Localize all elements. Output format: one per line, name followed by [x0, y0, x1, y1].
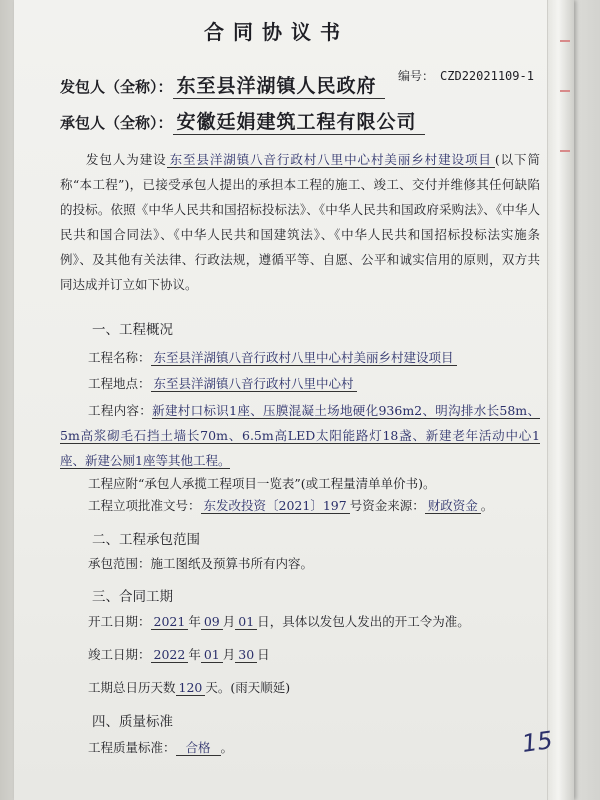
fund-end: 。	[480, 498, 494, 513]
quality-value: 合格	[176, 740, 221, 756]
year-char: 年	[188, 614, 201, 629]
section-2-heading: 二、工程承包范围	[92, 532, 200, 548]
total-days-value: 120	[176, 680, 206, 696]
year-char: 年	[188, 647, 201, 662]
scope-statement: 承包范围：施工图纸及预算书所有内容。	[88, 556, 314, 571]
total-days-row	[88, 678, 290, 696]
fund-source-label: 号资金来源：	[349, 498, 425, 513]
edge-mark	[560, 40, 570, 42]
approval-number: 东发改投资〔2021〕197	[201, 498, 350, 514]
quality-end: 。	[220, 740, 234, 755]
page-edge	[547, 0, 574, 800]
project-name-label: 工程名称：	[88, 350, 151, 365]
approval-label: 工程立项批准文号：	[88, 498, 201, 513]
comma: ，	[269, 614, 283, 629]
end-day: 30	[235, 647, 257, 663]
day-char: 日	[257, 647, 270, 662]
contract-number	[398, 68, 534, 84]
project-name-value: 东至县洋湖镇八音行政村八里中心村美丽乡村建设项目	[151, 350, 457, 366]
project-content-label: 工程内容：	[88, 403, 153, 418]
project-content-row	[60, 398, 540, 473]
document-title: 合同协议书	[204, 20, 349, 44]
intro-lead: 发包人为建设	[86, 152, 167, 167]
intro-body: (以下简称“本工程”)，已接受承包人提出的承担本工程的施工、竣工、交付并维修其任何缺陷的投标。依照《中华人民共和国招标投标法》、《中华人民共和国政府采购法》、《中华人民共和国合同法》、《中华人民共和国建筑法》、《中华人民共和国招标投标法实施条例》、及其他有关法律、行政法规，遵循平等、自愿、公平和诚实信用的原则，双方共同达成并订立如下协议。	[60, 152, 540, 292]
quality-row	[88, 738, 233, 756]
start-year: 2021	[151, 614, 189, 630]
scope-attachment-line: 工程应附“承包人承揽工程项目一览表”(或工程量清单单价书)。	[88, 476, 436, 491]
intro-project-name: 东至县洋湖镇八音行政村八里中心村美丽乡村建设项目	[167, 152, 495, 168]
project-site-value: 东至县洋湖镇八音行政村八里中心村	[151, 376, 357, 392]
employer-label: 发包人（全称）：	[60, 78, 173, 96]
project-content-value: 新建村口标识1座、压膜混凝土场地硬化936m2、明沟排水长58m、5m高浆砌毛石挡土墙长70m、6.5m高LED太阳能路灯18盏、新建老年活动中心1座、新建公厕1座等其他工程。	[60, 403, 540, 468]
intro-paragraph	[60, 147, 540, 297]
start-date-label: 开工日期：	[88, 614, 151, 629]
project-name-row	[88, 348, 457, 366]
start-month: 09	[201, 614, 223, 630]
total-days-label: 工期总日历天数	[88, 680, 176, 695]
end-date-row	[88, 645, 270, 663]
edge-mark	[560, 90, 570, 92]
contract-number-value: CZD22021109-1	[440, 69, 534, 83]
contractor-name: 安徽廷娟建筑工程有限公司	[173, 111, 425, 135]
contractor-row	[60, 111, 425, 133]
start-note: 具体以发包人发出的开工令为准。	[282, 614, 470, 629]
end-date-label: 竣工日期：	[88, 647, 151, 662]
section-1-heading: 一、工程概况	[92, 322, 173, 338]
approval-row	[88, 496, 493, 514]
project-site-label: 工程地点：	[88, 376, 151, 391]
month-char: 月	[222, 614, 236, 629]
contract-number-label: 编号：	[398, 69, 435, 83]
start-day: 01	[235, 614, 257, 630]
project-site-row	[88, 374, 357, 392]
edge-mark	[560, 150, 570, 152]
end-year: 2022	[151, 647, 189, 663]
contractor-label: 承包人（全称）：	[60, 114, 173, 132]
start-date-row	[88, 612, 470, 630]
employer-row	[60, 75, 385, 97]
end-month: 01	[201, 647, 223, 663]
total-days-unit: 天。(雨天顺延)	[205, 680, 291, 695]
handwritten-page-number: 15	[520, 726, 555, 758]
section-4-heading: 四、质量标准	[92, 714, 173, 730]
month-char: 月	[222, 647, 236, 662]
day-char: 日	[257, 614, 270, 629]
employer-name: 东至县洋湖镇人民政府	[173, 75, 385, 99]
section-3-heading: 三、合同工期	[92, 589, 173, 605]
quality-label: 工程质量标准：	[88, 740, 176, 755]
fund-source-value: 财政资金	[425, 498, 481, 514]
